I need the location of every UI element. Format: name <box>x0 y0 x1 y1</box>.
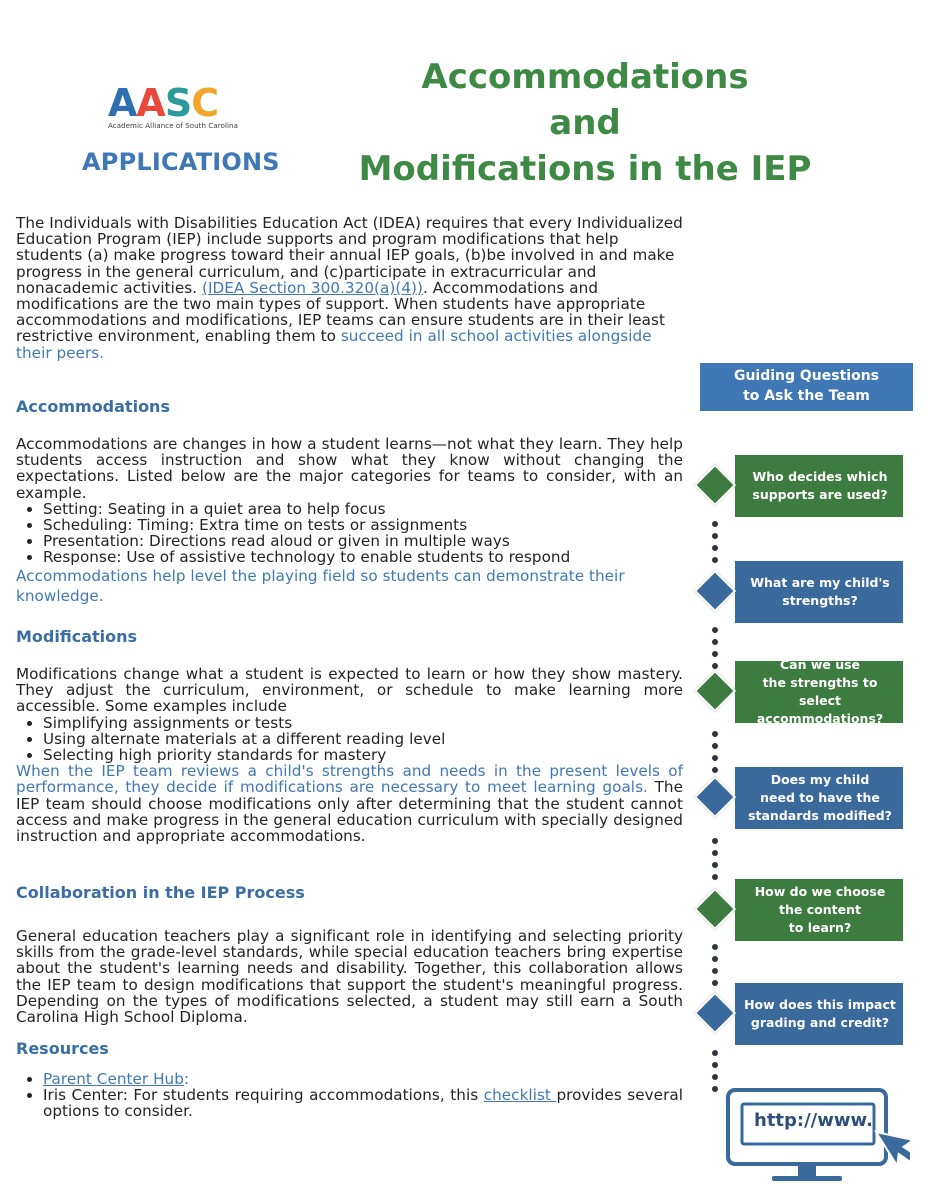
connector-dot <box>712 1086 718 1092</box>
question-card <box>735 983 903 1045</box>
question-card <box>735 657 903 726</box>
intro-text: The Individuals with Disabilities Education Act (IDEA) requires that every Individualized Education Program (IEP) include supports and program modifications that help students (a) make progress toward their annual IEP goals, (b)be involved in and make progress in the general curriculum, and (c)participate in extracurricular and nonacademic activities. <box>16 214 683 297</box>
question-text <box>748 771 892 825</box>
resource-text: provides several options to consider. <box>43 1086 683 1121</box>
resource-suffix: : <box>183 1070 190 1088</box>
question-line: grading and credit? <box>750 1015 890 1030</box>
question-line: standards modified? <box>748 808 892 823</box>
connector-dot <box>712 1074 718 1080</box>
question-line: strengths? <box>782 593 858 608</box>
intro-text-2: . Accommodations and modifications are the two main types of support. When students have appropriate accommodations and modifications, IEP teams can ensure students are in their least restrictive environment, enabling them to <box>16 278 666 346</box>
guiding-questions-box <box>700 363 913 411</box>
question-text <box>741 656 899 728</box>
question-line: supports are used? <box>752 487 888 502</box>
question-line: the strengths to select <box>762 675 878 708</box>
applications-label: APPLICATIONS <box>82 148 280 176</box>
resource-text: Iris Center: For students requiring accommodations, this <box>43 1086 484 1105</box>
connector-dot <box>712 956 718 962</box>
list-item: Response: Use of assistive technology to enable students to respond <box>16 549 683 565</box>
connector-dot <box>712 874 718 880</box>
guiding-title-line: Guiding Questions <box>733 368 880 384</box>
question-text <box>744 996 896 1032</box>
url-text: http://www. <box>754 1110 873 1131</box>
connector-dot <box>712 944 718 950</box>
question-line: What are my child's <box>750 575 890 590</box>
question-text <box>755 883 886 937</box>
aasc-logo <box>108 81 248 130</box>
connector-dot <box>712 731 718 737</box>
resources-section <box>16 1071 683 1120</box>
modifications-paragraph: Modifications change what a student is expected to learn or how they show mastery. They adjust the curriculum, environment, or schedule to make learning more accessible. Some examples include <box>16 665 683 716</box>
accommodations-section <box>16 436 683 606</box>
logo-letter: C <box>191 81 219 125</box>
connector-dot <box>712 968 718 974</box>
question-line: Can we use <box>779 657 861 672</box>
question-card <box>735 879 903 941</box>
list-item: Setting: Seating in a quiet area to help focus <box>16 501 683 517</box>
title-line: Modifications in the IEP <box>358 149 812 189</box>
question-line: accommodations? <box>756 711 884 726</box>
diamond-icon <box>694 888 736 930</box>
modifications-closing-text: The IEP team should choose modifications only after determining that the student cannot access and make progress in the general education curriculum with specially designed instruction and appropriate accommodations. <box>16 778 683 846</box>
guiding-title-line: to Ask the Team <box>743 388 870 404</box>
title-line: and <box>549 103 621 143</box>
diamond-icon <box>694 776 736 818</box>
list-item: Presentation: Directions read aloud or given in multiple ways <box>16 533 683 549</box>
list-item: Using alternate materials at a different reading level <box>16 731 683 747</box>
list-item <box>16 1087 683 1119</box>
connector-dot <box>712 1050 718 1056</box>
accommodations-paragraph: Accommodations are changes in how a student learns—not what they learn. They help students access instruction and show what they know without changing the expectations. Listed below are the major categories for teams to consider, with an example. <box>16 435 683 502</box>
diamond-icon <box>694 670 736 712</box>
question-text <box>750 574 890 610</box>
list-item <box>16 1071 683 1087</box>
diamond-icon <box>694 570 736 612</box>
question-card <box>735 455 903 517</box>
logo-tagline: Academic Alliance of South Carolina <box>108 122 238 130</box>
connector-dot <box>712 1062 718 1068</box>
accommodations-heading: Accommodations <box>16 397 170 416</box>
question-line: need to have the <box>760 790 880 805</box>
question-line: How do we choose <box>754 884 886 899</box>
resources-list <box>16 1071 683 1120</box>
connector-dot <box>712 862 718 868</box>
question-card <box>735 561 903 623</box>
connector-dot <box>712 838 718 844</box>
connector-dot <box>712 639 718 645</box>
list-item: Selecting high priority standards for mastery <box>16 747 683 763</box>
diamond-icon <box>694 992 736 1034</box>
logo-letter: A <box>136 81 165 125</box>
question-line: the content <box>779 902 861 917</box>
idea-section-link[interactable]: (IDEA Section 300.320(a)(4)) <box>202 278 423 297</box>
connector-dot <box>712 755 718 761</box>
logo-letter: S <box>164 81 192 125</box>
modifications-heading: Modifications <box>16 627 138 646</box>
connector-dot <box>712 627 718 633</box>
logo-letters <box>108 81 248 125</box>
question-line: How does this impact <box>744 997 896 1012</box>
question-line: Who decides which <box>752 469 888 484</box>
accommodations-closing: Accommodations help level the playing field so students can demonstrate their knowledge. <box>16 566 625 605</box>
modifications-section <box>16 666 683 844</box>
question-line: Does my child <box>770 772 870 787</box>
question-card <box>735 767 903 829</box>
connector-dot <box>712 533 718 539</box>
checklist-link[interactable]: checklist <box>483 1086 557 1105</box>
connector-dot <box>712 743 718 749</box>
intro-highlight: succeed in all school activities alongside their peers. <box>16 327 652 362</box>
resources-heading: Resources <box>16 1039 109 1058</box>
monitor-graphic <box>726 1088 910 1188</box>
modifications-closing-highlight: When the IEP team reviews a child's strengths and needs in the present levels of performance, they decide if modifications are necessary to meet learning goals. <box>16 762 683 797</box>
modifications-closing <box>16 763 683 844</box>
accommodations-list <box>16 501 683 566</box>
connector-dot <box>712 545 718 551</box>
page-title <box>330 54 840 192</box>
modifications-list <box>16 715 683 764</box>
title-line: Accommodations <box>421 57 749 97</box>
connector-dot <box>712 557 718 563</box>
intro-paragraph <box>16 215 683 361</box>
collaboration-heading: Collaboration in the IEP Process <box>16 883 305 902</box>
connector-dot <box>712 850 718 856</box>
list-item: Scheduling: Timing: Extra time on tests or assignments <box>16 517 683 533</box>
diamond-icon <box>694 464 736 506</box>
collaboration-paragraph: General education teachers play a significant role in identifying and selecting priority skills from the grade-level standards, while special education teachers bring expertise about the student's learning needs and disability. Together, this collaboration allows the IEP team to design modifications that support the student's meaningful progress. Depending on the types of modifications selected, a student may still earn a South Carolina High School Diploma. <box>16 927 683 1027</box>
parent-center-hub-link[interactable]: Parent Center Hub <box>43 1070 184 1088</box>
list-item: Simplifying assignments or tests <box>16 715 683 731</box>
question-text <box>752 468 887 504</box>
connector-dot <box>712 521 718 527</box>
connector-dot <box>712 980 718 986</box>
connector-dot <box>712 663 718 669</box>
web-monitor-icon <box>726 1088 910 1188</box>
question-line: to learn? <box>788 920 852 935</box>
connector-dot <box>712 767 718 773</box>
logo-letter: A <box>108 81 137 125</box>
connector-dot <box>712 651 718 657</box>
